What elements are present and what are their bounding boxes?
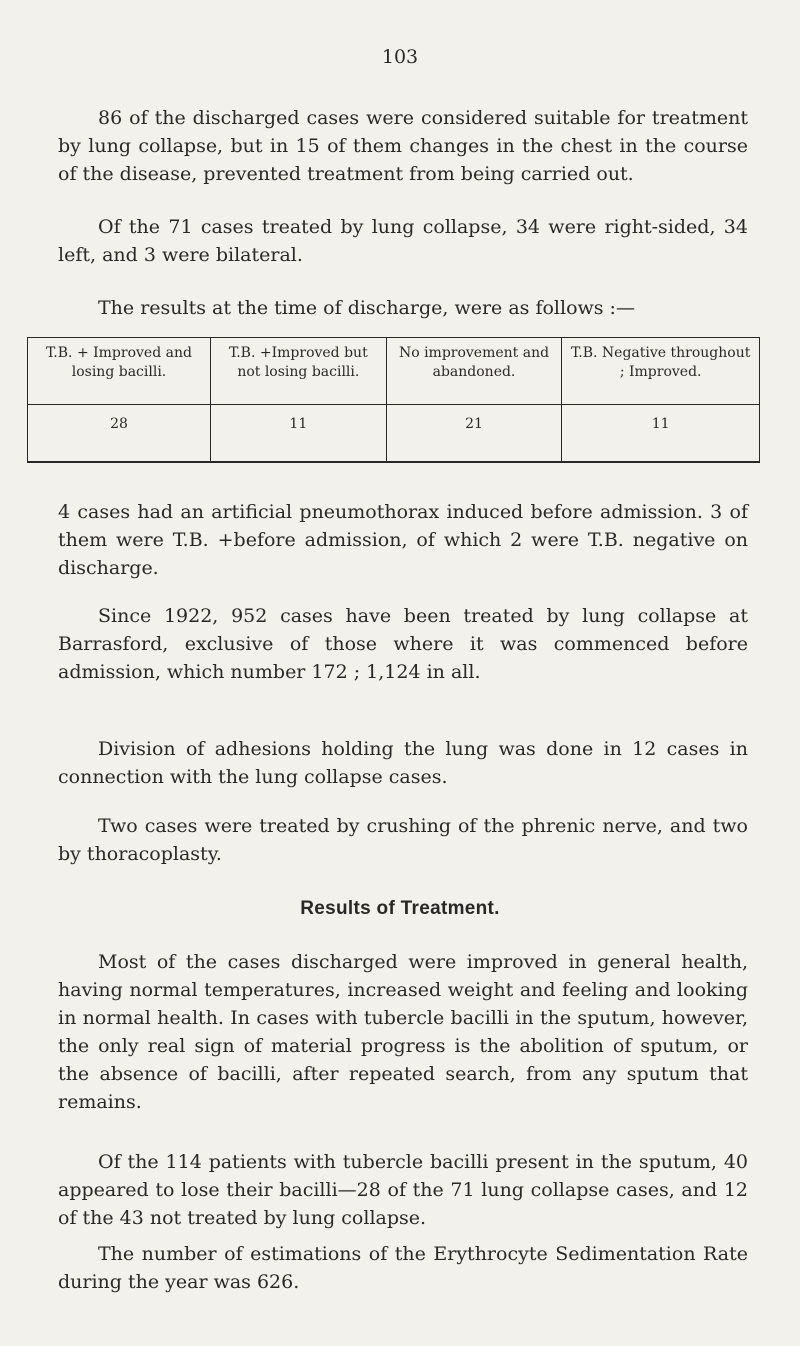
page-number: 103 [381,46,419,68]
table-cell: 11 [562,405,760,463]
paragraph-lung-collapse-suitability: 86 of the discharged cases were considered suitable for treatment by lung collapse, but in 15 of them changes in the chest in the course of the disease, prevented treatment from being carried out. [58,107,748,185]
table-header-cell: T.B. Negative throughout ; Improved. [562,338,760,405]
results-table [27,337,760,463]
section-heading: Results of Treatment. [300,898,500,919]
table-header-cell: T.B. + Improved and losing bacilli. [28,338,211,405]
paragraph-collapse-sides: Of the 71 cases treated by lung collapse, 34 were right-sided, 34 left, and 3 were bilateral. [58,216,748,266]
table-header-cell: No improvement and abandoned. [386,338,562,405]
paragraph-since-1922: Since 1922, 952 cases have been treated by lung collapse at Barrasford, exclusive of those where it was commenced before admission, which number 172 ; 1,124 in all. [58,605,748,683]
results-table-container [27,337,760,463]
table-cell: 21 [386,405,562,463]
paragraph-sedimentation-rate: The number of estimations of the Erythrocyte Sedimentation Rate during the year was 626. [58,1243,748,1293]
table-cell: 11 [211,405,387,463]
table-row [28,405,760,463]
paragraph-tubercle-bacilli: Of the 114 patients with tubercle bacilli present in the sputum, 40 appeared to lose their bacilli—28 of the 71 lung collapse cases, and 12 of the 43 not treated by lung collapse. [58,1151,748,1229]
table-header-cell: T.B. +Improved but not losing bacilli. [211,338,387,405]
table-header-row [28,338,760,405]
paragraph-phrenic-nerve: Two cases were treated by crushing of the phrenic nerve, and two by thoracoplasty. [58,815,748,865]
paragraph-division-of-adhesions: Division of adhesions holding the lung was done in 12 cases in connection with the lung collapse cases. [58,738,748,788]
paragraph-general-health: Most of the cases discharged were improved in general health, having normal temperatures, increased weight and feeling and looking in normal health. In cases with tubercle bacilli in the sputum, however, the only real sign of material progress is the abolition of sputum, or the absence of bacilli, after repeated search, from any sputum that remains. [58,951,748,1113]
table-cell: 28 [28,405,211,463]
paragraph-artificial-pneumothorax: 4 cases had an artificial pneumothorax induced before admission. 3 of them were T.B. +before admission, of which 2 were T.B. negative on discharge. [58,501,748,579]
paragraph-results-intro: The results at the time of discharge, were as follows :— [98,297,635,319]
